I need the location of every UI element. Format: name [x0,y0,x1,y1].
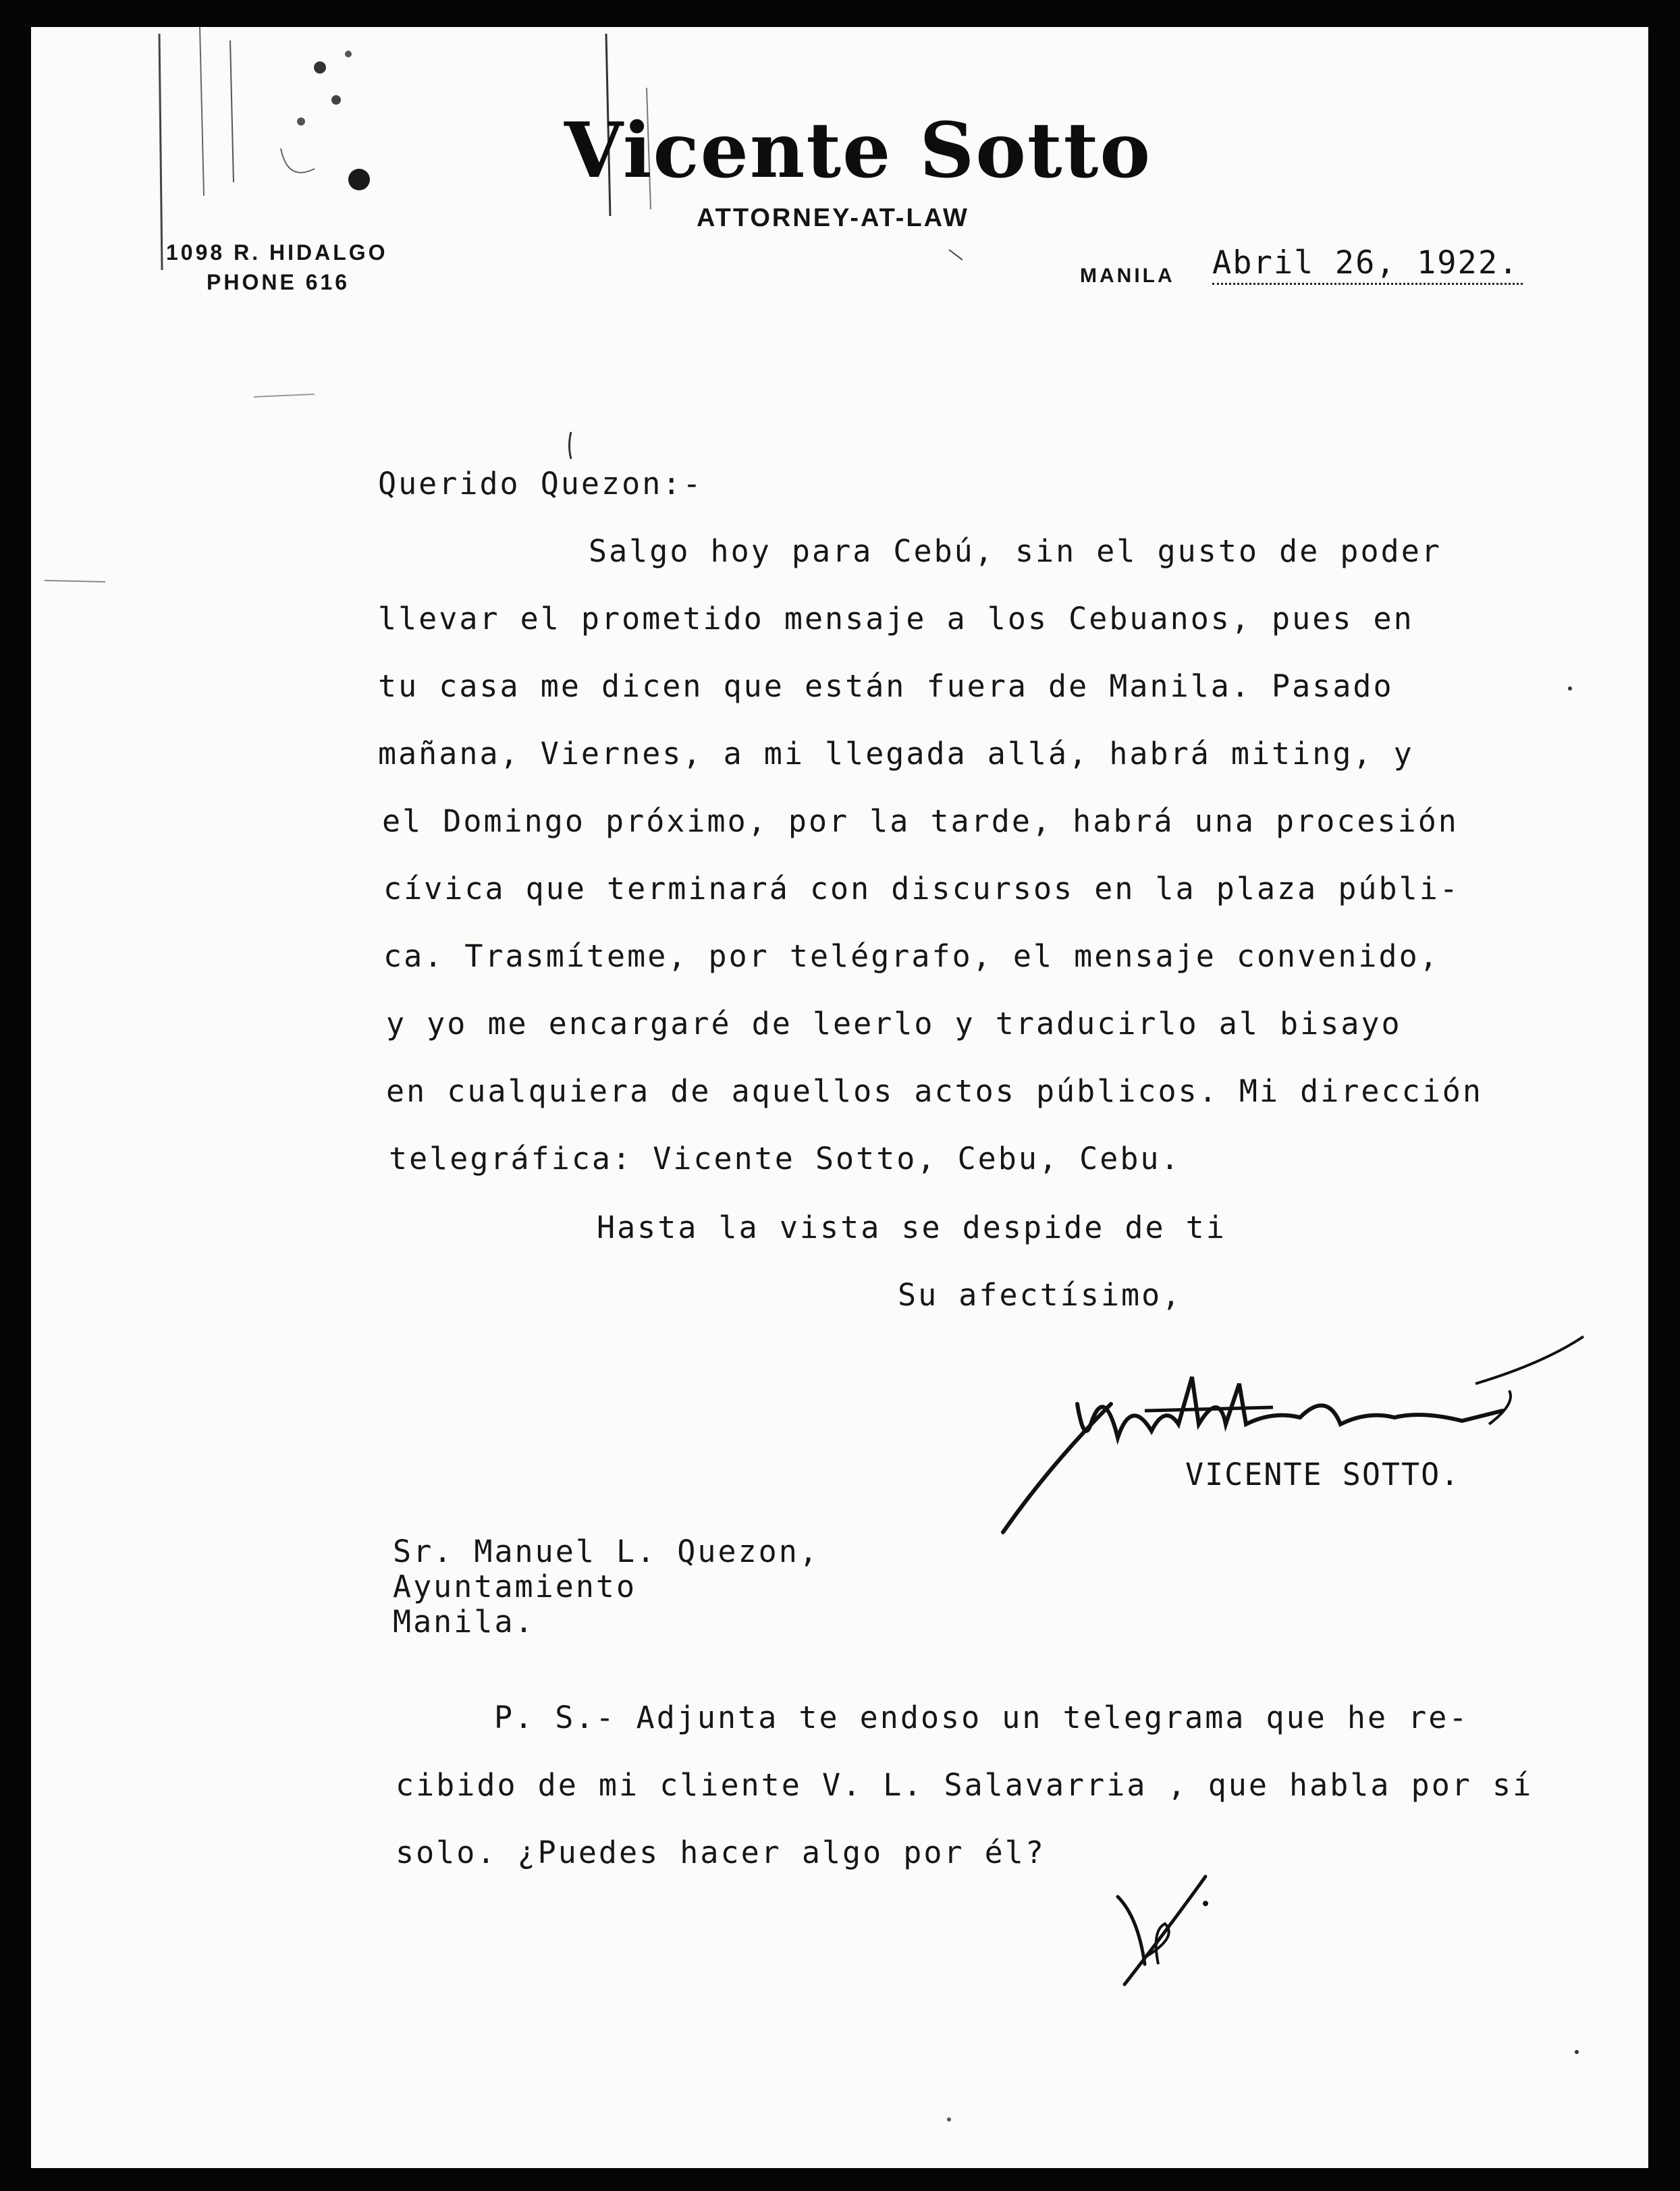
body-line: tu casa me dicen que están fuera de Manila. Pasado [378,668,1394,704]
body-line: en cualquiera de aquellos actos públicos. Mi dirección [386,1073,1483,1109]
body-line: telegráfica: Vicente Sotto, Cebu, Cebu. [389,1141,1181,1176]
body-line: cívica que terminará con discursos en la plaza públi- [383,871,1460,907]
body-line: ca. Trasmíteme, por telégrafo, el mensaje convenido, [383,938,1440,974]
closing-complimentary: Su afectísimo, [898,1277,1183,1313]
addressee-line: Manila. [393,1604,535,1640]
body-line: mañana, Viernes, a mi llegada allá, habrá miting, y [378,736,1414,772]
closing-phrase: Hasta la vista se despide de ti [597,1210,1226,1245]
salutation: Querido Quezon:- [378,466,703,502]
letterhead-phone: PHONE 616 [207,270,350,294]
body-line: el Domingo próximo, por la tarde, habrá una procesión [382,803,1459,839]
letter-page [31,27,1648,2168]
body-line: y yo me encargaré de leerlo y traducirlo al bisayo [386,1006,1402,1042]
letterhead-city: MANILA [1080,265,1175,287]
postscript-line: P. S.- Adjunta te endoso un telegrama que he re- [494,1700,1469,1735]
body-line: Salgo hoy para Cebú, sin el gusto de poder [589,533,1442,569]
letterhead-name: Vicente Sotto [564,107,1152,195]
handwritten-signature [990,1323,1637,1546]
handwritten-initials [1104,1863,1239,1998]
letterhead-title: ATTORNEY-AT-LAW [697,204,969,232]
signer-name: VICENTE SOTTO. [1185,1457,1461,1492]
postscript-line: cibido de mi cliente V. L. Salavarria , que habla por sí [396,1767,1534,1803]
postscript-line: solo. ¿Puedes hacer algo por él? [396,1835,1046,1870]
letter-date: Abril 26, 1922. [1212,244,1523,285]
body-line: llevar el prometido mensaje a los Cebuanos, pues en [378,601,1414,637]
letterhead-contact [166,238,388,297]
addressee-line: Sr. Manuel L. Quezon, [393,1534,819,1569]
addressee-line: Ayuntamiento [393,1569,637,1604]
letterhead-address: 1098 R. HIDALGO [166,240,388,265]
